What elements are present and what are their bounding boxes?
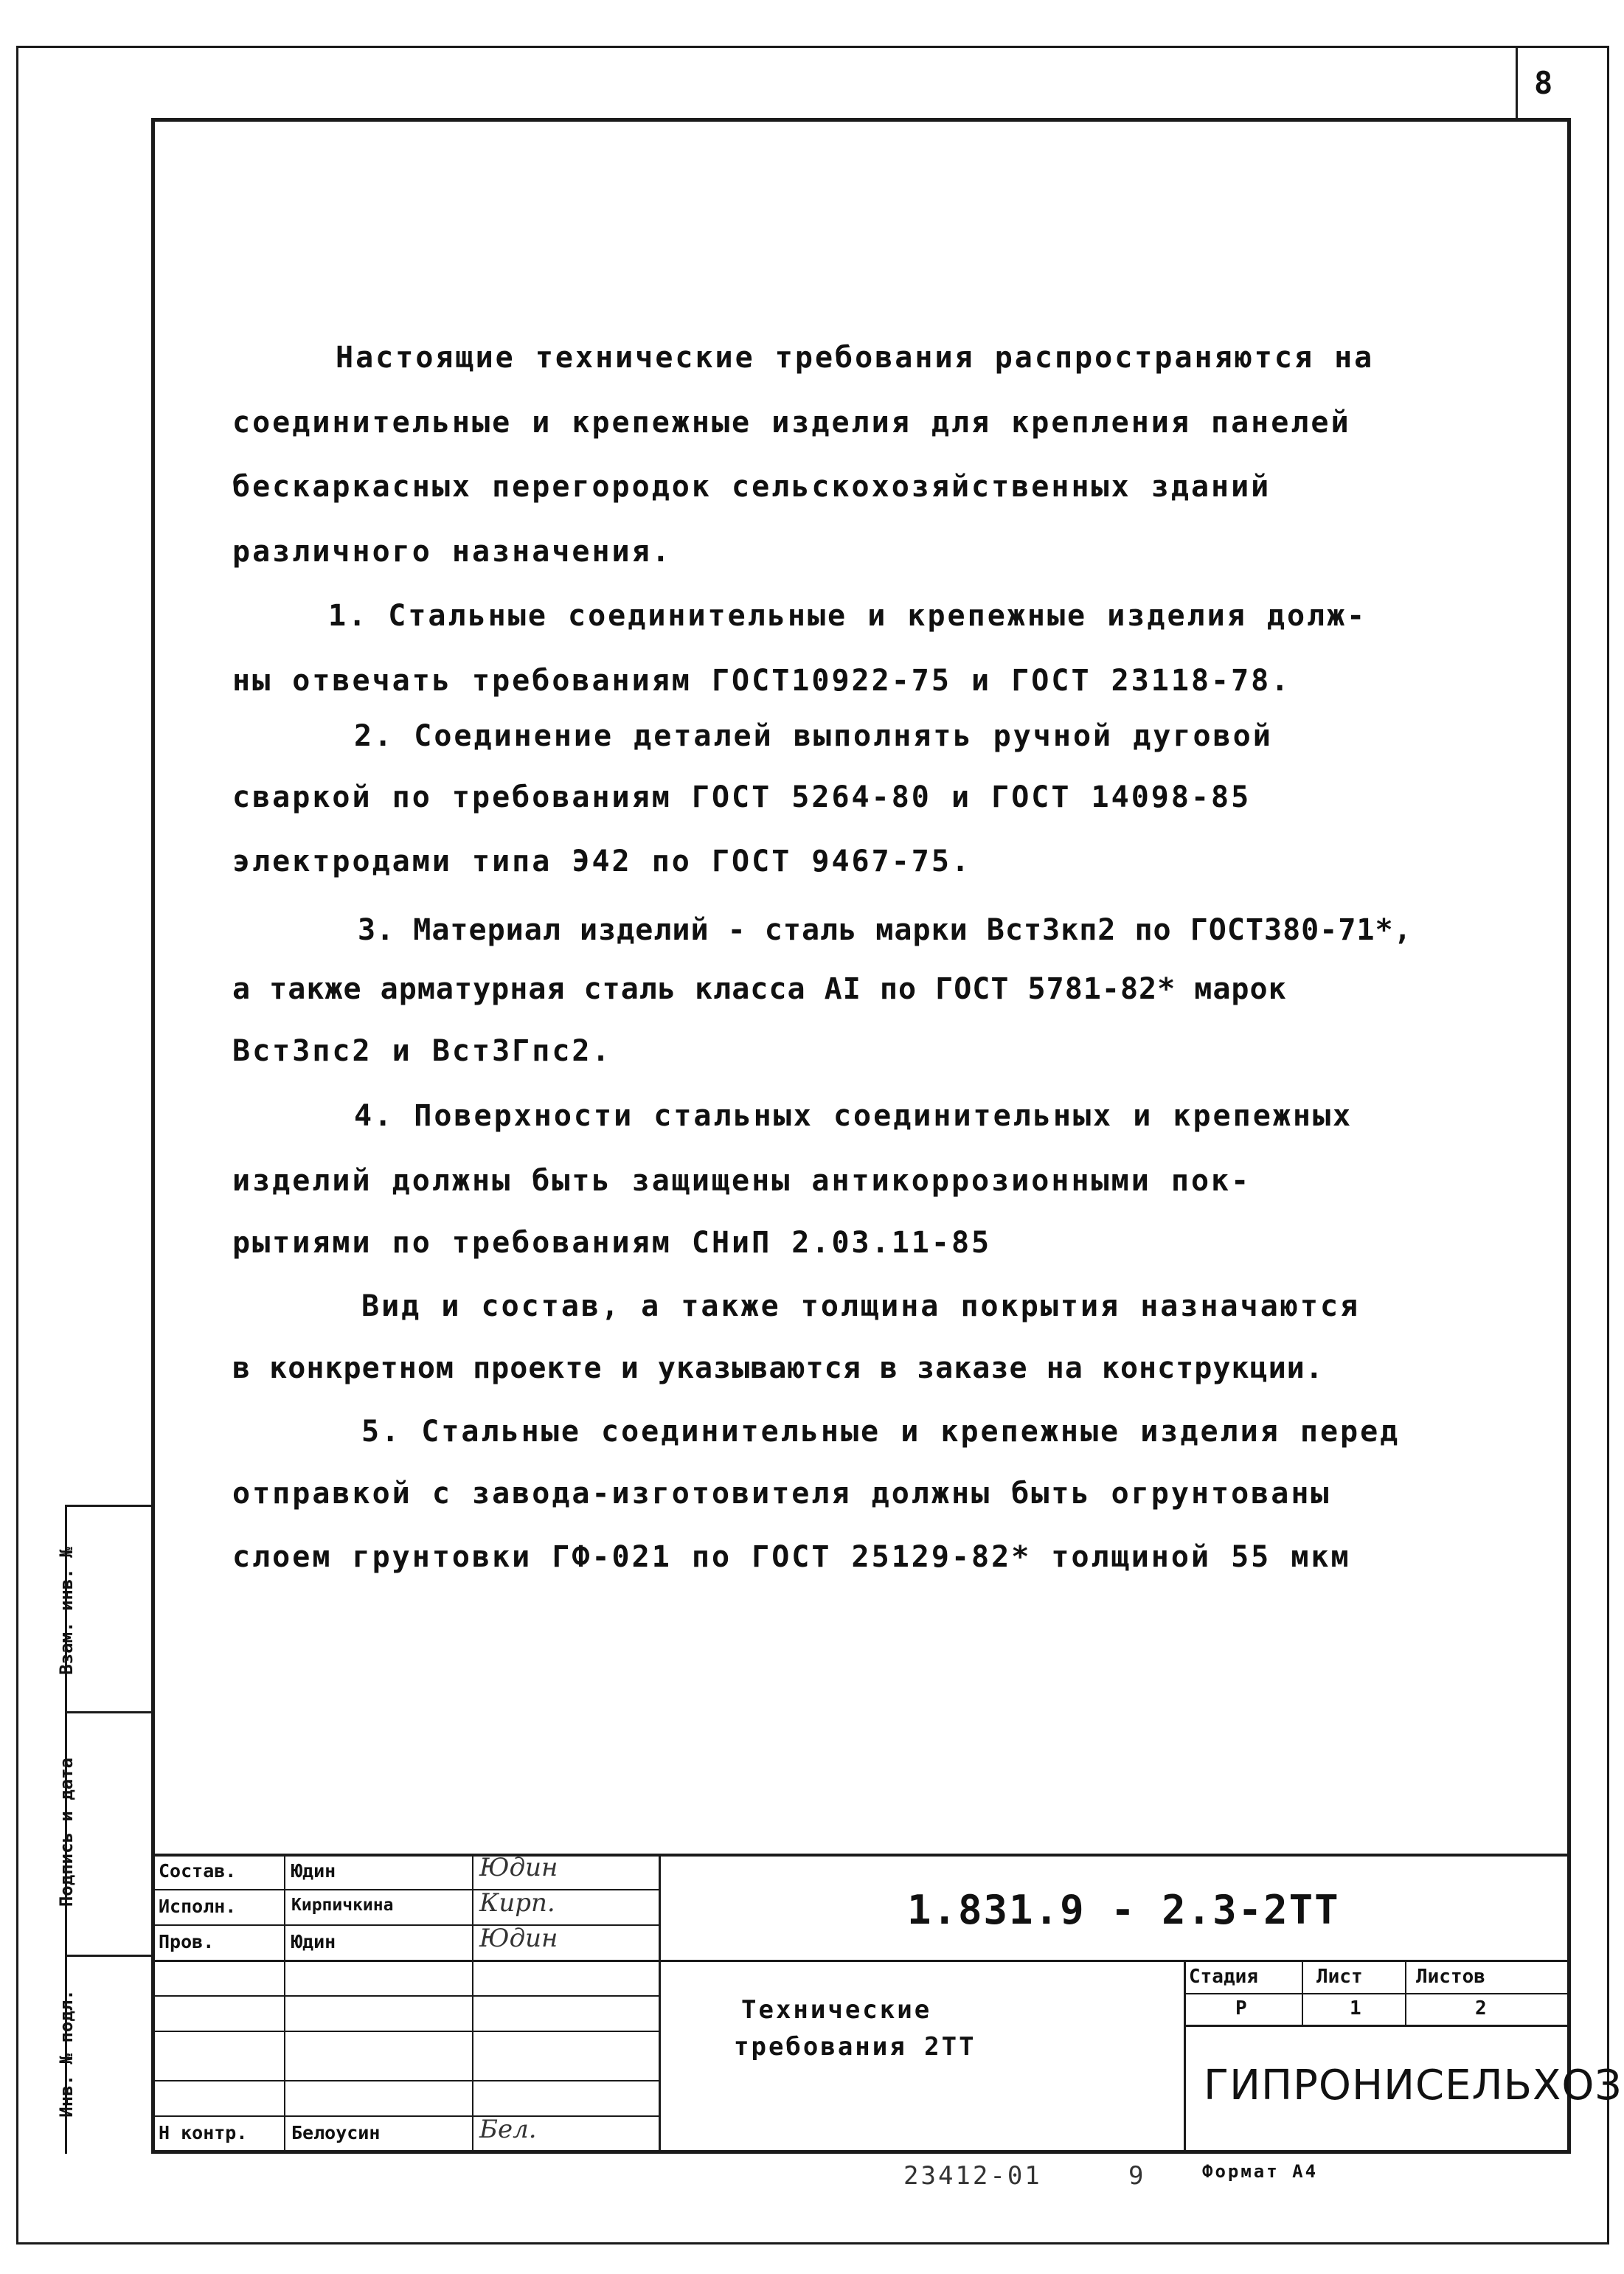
role-label: Пров. <box>159 1931 215 1952</box>
title-col-rule <box>1302 1960 1303 2026</box>
title-col-rule <box>1184 1960 1186 2152</box>
sheet-header: Лист <box>1316 1966 1363 1988</box>
body-line: Настоящие технические требования распространяются на <box>336 341 1375 375</box>
role-name: Юдин <box>291 1931 336 1952</box>
role-signature: Бел. <box>479 2115 537 2144</box>
body-line: слоем грунтовки ГФ-021 по ГОСТ 25129-82* толщиной 55 мкм <box>232 1540 1351 1574</box>
title-row-rule <box>151 2115 660 2117</box>
title-row-rule <box>1184 1993 1571 1994</box>
footer-doc-number: 23412-01 <box>903 2161 1042 2191</box>
title-row-rule <box>151 2031 660 2032</box>
side-stamp-rule <box>65 1955 153 1957</box>
body-line: бескаркасных перегородок сельскохозяйственных зданий <box>232 470 1271 504</box>
body-line: в конкретном проекте и указываются в заказе на конструкции. <box>232 1351 1324 1385</box>
side-stamp-rule <box>65 1711 153 1713</box>
title-row-rule <box>151 1960 1571 1962</box>
body-line: 3. Материал изделий - сталь марки Вст3кп2 по ГОСТ380-71*, <box>358 913 1412 947</box>
sheets-header: Листов <box>1416 1966 1485 1988</box>
role-signature: Юдин <box>479 1924 558 1953</box>
role-name: Кирпичкина <box>291 1896 394 1915</box>
outer-frame-left <box>16 46 18 2244</box>
body-line: отправкой с завода-изготовителя должны быть огрунтованы <box>232 1477 1331 1511</box>
body-line: сваркой по требованиям ГОСТ 5264-80 и ГОСТ 14098-85 <box>232 780 1252 814</box>
sheet-value: 1 <box>1350 1997 1361 2020</box>
side-stamp-inv-podl: Инв. № подл. <box>56 1989 77 2118</box>
body-line: электродами типа Э42 по ГОСТ 9467-75. <box>232 845 972 878</box>
document-designation: 1.831.9 - 2.3-2ТТ <box>907 1887 1340 1933</box>
title-row-rule <box>151 1924 660 1926</box>
page-number-box-left <box>1516 46 1518 119</box>
title-row-rule <box>151 1889 660 1890</box>
side-stamp-rule <box>65 1505 153 1507</box>
footer-format: Формат А4 <box>1202 2161 1319 2182</box>
role-label: Исполн. <box>159 1896 237 1917</box>
document-title-line2: требования 2ТТ <box>734 2032 976 2062</box>
body-line: 5. Стальные соединительные и крепежные изделия перед <box>361 1415 1401 1449</box>
body-line: а также арматурная сталь класса АI по ГОСТ 5781-82* марок <box>232 972 1287 1006</box>
outer-frame-bottom <box>16 2242 1609 2244</box>
role-label: Состав. <box>159 1860 237 1882</box>
outer-frame-top <box>16 46 1609 48</box>
side-stamp-signature-date: Подпись и дата <box>56 1757 77 1907</box>
title-col-rule <box>1405 1960 1406 2026</box>
outer-frame-right <box>1607 46 1609 2244</box>
body-line: изделий должны быть защищены антикоррозионными пок- <box>232 1164 1252 1198</box>
side-stamp-vzam-inv: Взам. инв. № <box>56 1547 77 1675</box>
sheets-value: 2 <box>1475 1997 1487 2020</box>
organization-name: ГИПРОНИСЕЛЬХОЗ <box>1204 2062 1623 2110</box>
title-col-rule <box>284 1854 285 2152</box>
body-line: рытиями по требованиям СНиП 2.03.11-85 <box>232 1226 992 1260</box>
stage-header: Стадия <box>1189 1966 1258 1988</box>
body-line: соединительные и крепежные изделия для крепления панелей <box>232 406 1351 440</box>
stage-value: Р <box>1235 1997 1247 2020</box>
body-line: Вид и состав, а также толщина покрытия назначаются <box>361 1289 1361 1323</box>
inner-frame-left <box>151 118 155 2154</box>
body-line: Вст3пс2 и Вст3Гпс2. <box>232 1034 612 1068</box>
role-signature: Юдин <box>479 1853 558 1882</box>
title-col-rule <box>659 1854 661 2152</box>
footer-extra: 9 <box>1128 2161 1146 2191</box>
document-title-line1: Технические <box>741 1995 932 2025</box>
title-row-rule <box>151 1995 660 1997</box>
title-col-rule <box>472 1854 473 2152</box>
page-number: 8 <box>1534 65 1553 101</box>
role-name: Белоусин <box>291 2122 381 2143</box>
inner-frame-right <box>1567 118 1571 2154</box>
title-row-rule <box>151 2080 660 2081</box>
body-line: 4. Поверхности стальных соединительных и крепежных <box>354 1099 1353 1133</box>
body-line: 1. Стальные соединительные и крепежные изделия долж- <box>328 599 1367 633</box>
role-name: Юдин <box>291 1860 336 1882</box>
body-line: различного назначения. <box>232 535 672 569</box>
role-label: Н контр. <box>159 2122 248 2143</box>
body-line: ны отвечать требованиям ГОСТ10922-75 и ГОСТ 23118-78. <box>232 664 1291 698</box>
body-line: 2. Соединение деталей выполнять ручной дуговой <box>354 719 1273 753</box>
title-row-rule <box>1184 2025 1571 2027</box>
inner-frame-bottom <box>151 2150 1571 2154</box>
inner-frame-top <box>151 118 1571 122</box>
title-block-top <box>151 1854 1571 1857</box>
role-signature: Кирп. <box>479 1888 555 1918</box>
